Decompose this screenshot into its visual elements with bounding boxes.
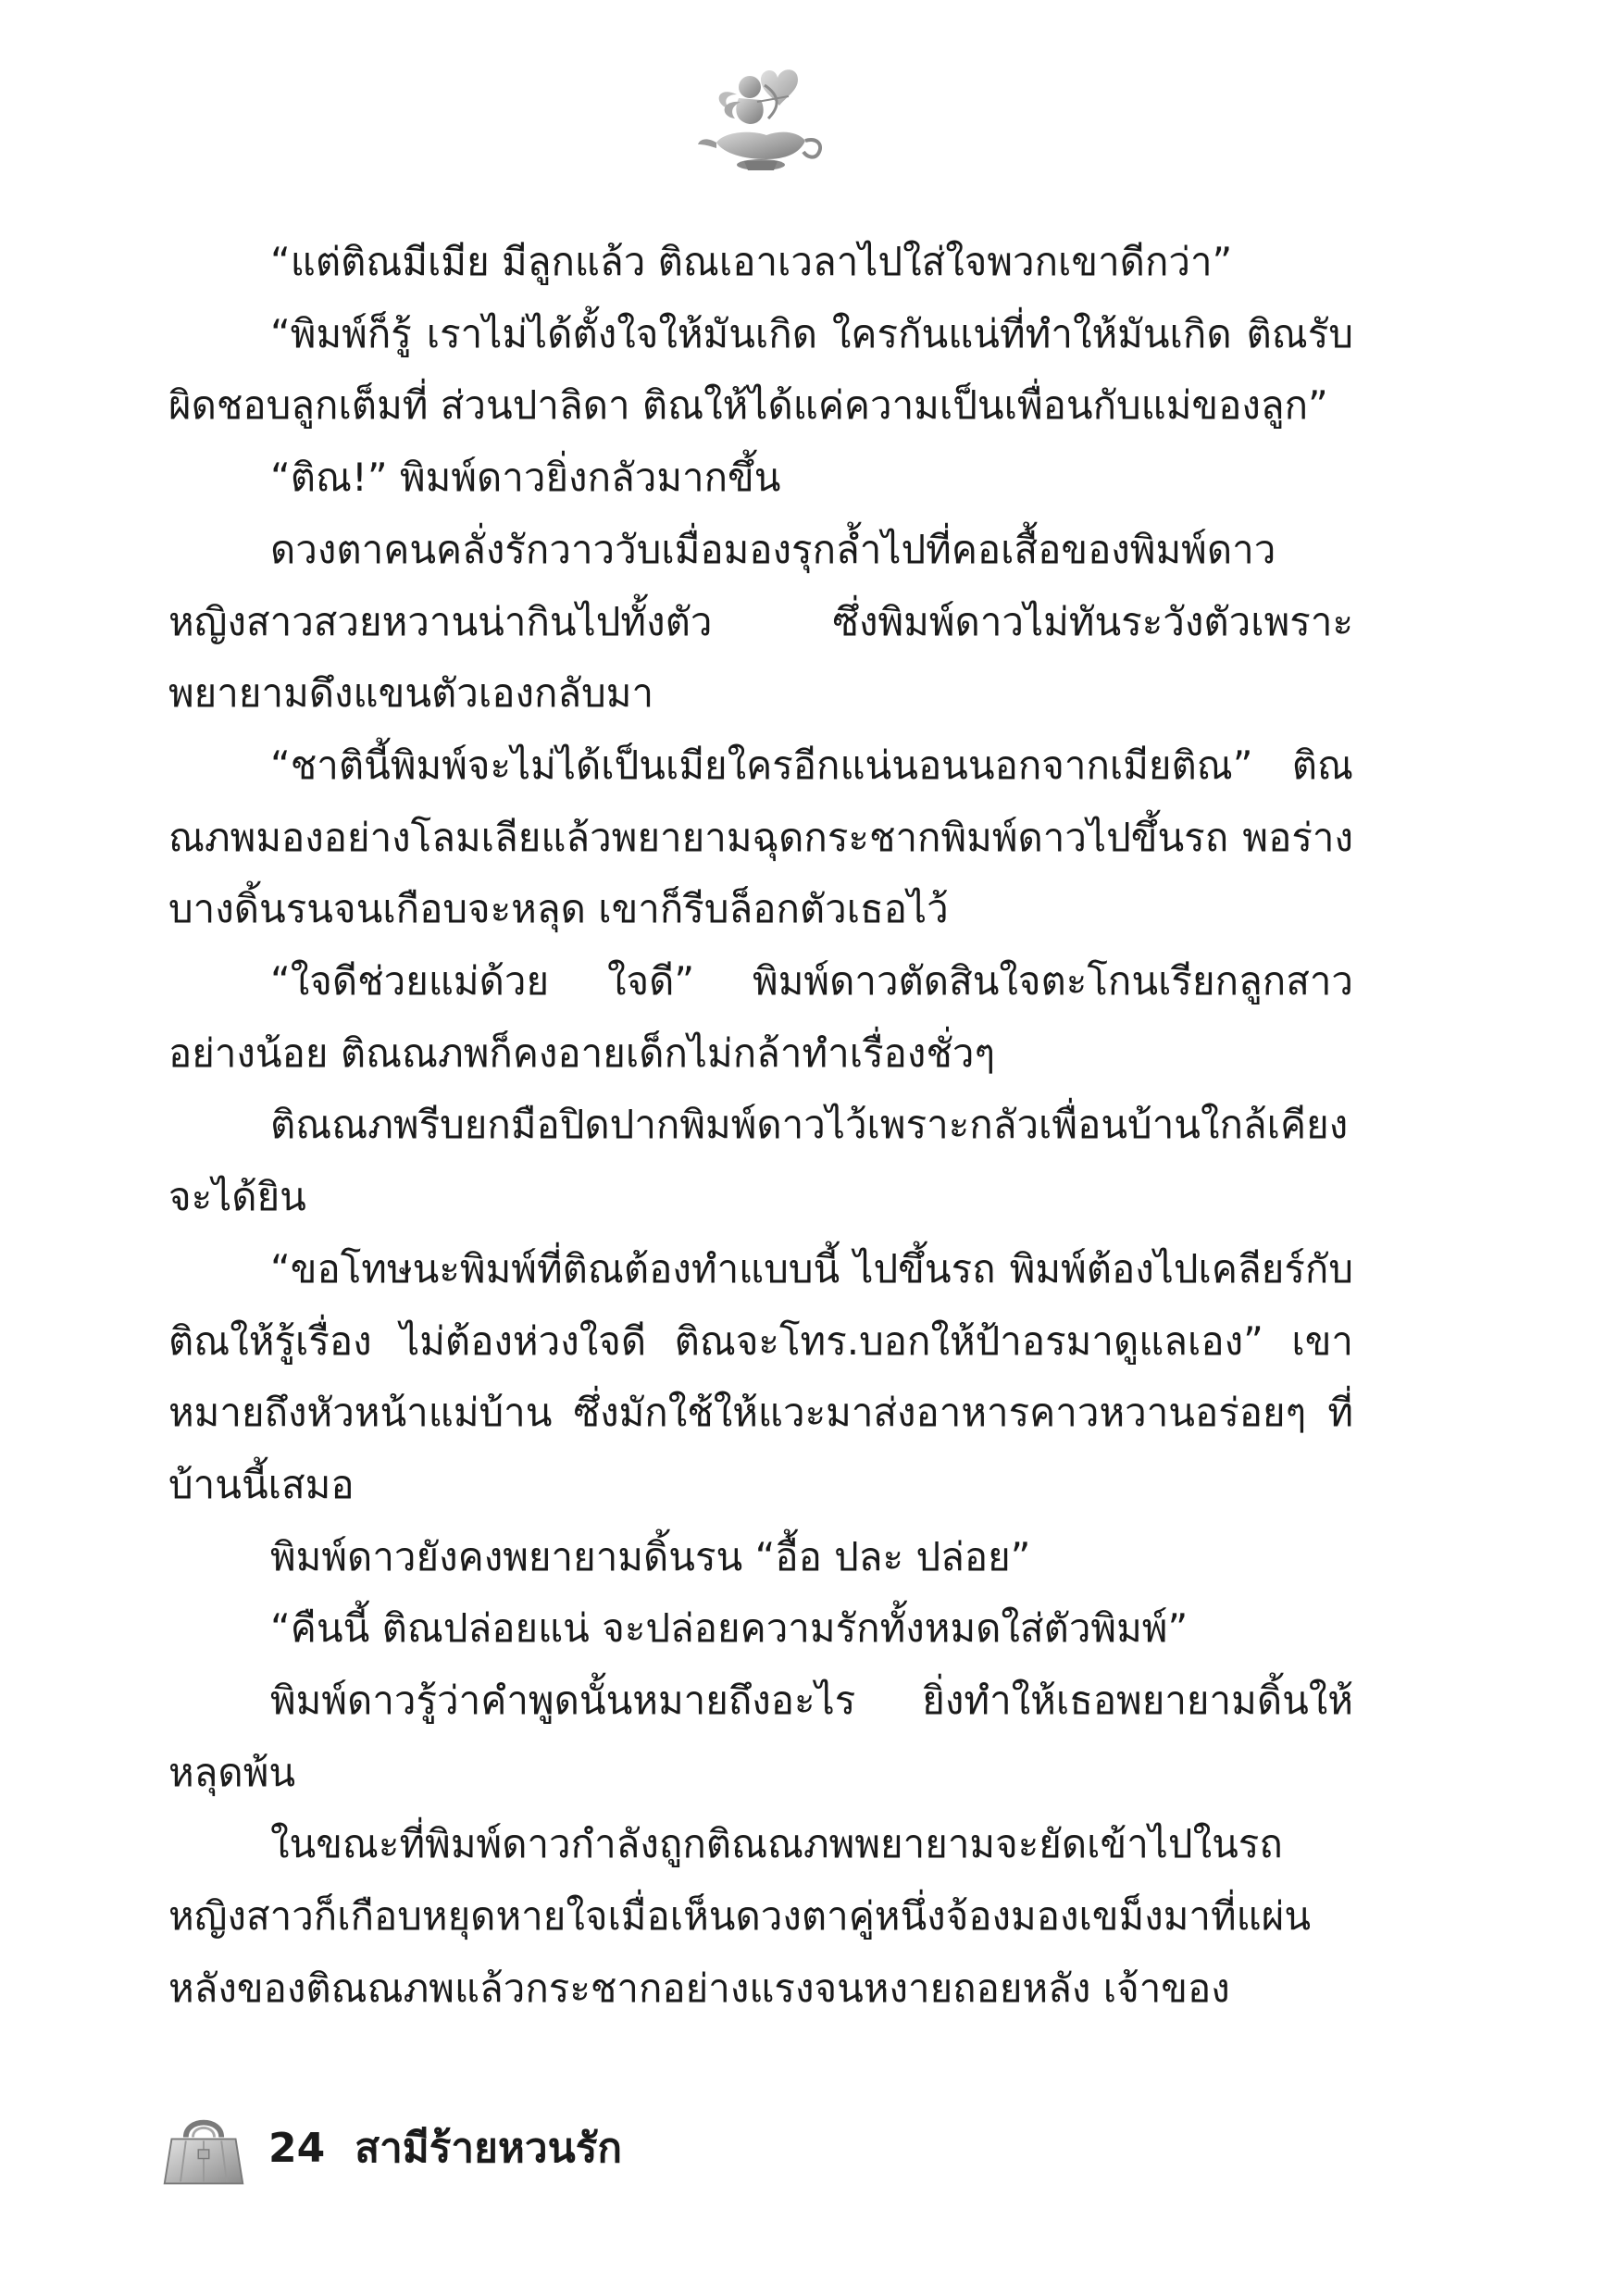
paragraph: ติณณภพรีบยกมือปิดปากพิมพ์ดาวไว้เพราะกลัวเพื่อนบ้านใกล้เคียงจะได้ยิน [168,1102,1349,1220]
paragraph: “ชาตินี้พิมพ์จะไม่ได้เป็นเมียใครอีกแน่นอนนอกจากเมียติณ” ติณณภพมองอย่างโลมเลียแล้วพยายามฉุดกระชากพิมพ์ดาวไปขึ้นรถ พอร่างบางดิ้นรนจนเกือบจะหลุด เขาก็รีบล็อกตัวเธอไว้ [168,742,1353,932]
paragraph: “พิมพ์ก็รู้ เราไม่ได้ตั้งใจให้มันเกิด ใครกันแน่ที่ทำให้มันเกิด ติณรับผิดชอบลูกเต็มที่ ส่วนปาลิดา ติณให้ได้แค่ความเป็นเพื่อนกับแม่ของลูก” [168,310,1353,429]
paragraph: พิมพ์ดาวยังคงพยายามดิ้นรน “อื้อ ปละ ปล่อย” [270,1533,1031,1579]
paragraph: “แต่ติณมีเมีย มีลูกแล้ว ติณเอาเวลาไปใส่ใจพวกเขาดีกว่า” [270,239,1233,284]
paragraph: “ติณ!” พิมพ์ดาวยิ่งกลัวมากขึ้น [270,455,781,501]
book-title: สามีร้ายหวนรัก [355,2125,622,2172]
body-text [168,226,1353,2025]
page-number: 24 [268,2124,326,2172]
cupid-teapot-icon [696,57,826,187]
paragraph: “ขอโทษนะพิมพ์ที่ติณต้องทำแบบนี้ ไปขึ้นรถ พิมพ์ต้องไปเคลียร์กับติณให้รู้เรื่อง ไม่ต้องห่วงใจดี ติณจะโทร.บอกให้ป้าอรมาดูแลเอง” เขาหมายถึงหัวหน้าแม่บ้าน ซึ่งมักใช้ให้แวะมาส่งอาหารคาวหวานอร่อยๆ ที่บ้านนี้เสมอ [168,1245,1353,1507]
handbag-icon [159,2103,248,2192]
page-footer [159,2102,622,2194]
paragraph: พิมพ์ดาวรู้ว่าคำพูดนั้นหมายถึงอะไร ยิ่งทำให้เธอพยายามดิ้นให้หลุดพ้น [168,1678,1353,1795]
paragraph: ในขณะที่พิมพ์ดาวกำลังถูกติณณภพพยายามจะยัดเข้าไปในรถ หญิงสาวก็เกือบหยุดหายใจเมื่อเห็นดวงตาคู่หนึ่งจ้องมองเขม็งมาที่แผ่นหลังของติณณภพแล้วกระชากอย่างแรงจนหงายถอยหลัง เจ้าของ [168,1821,1312,2011]
paragraph: “ใจดีช่วยแม่ด้วย ใจดี” พิมพ์ดาวตัดสินใจตะโกนเรียกลูกสาว อย่างน้อย ติณณภพก็คงอายเด็กไม่กล้าทำเรื่องชั่วๆ [168,958,1353,1076]
paragraph: “คืนนี้ ติณปล่อยแน่ จะปล่อยความรักทั้งหมดใส่ตัวพิมพ์” [270,1605,1189,1652]
paragraph: ดวงตาคนคลั่งรักวาววับเมื่อมองรุกล้ำไปที่คอเสื้อของพิมพ์ดาว หญิงสาวสวยหวานน่ากินไปทั้งตัว ซึ่งพิมพ์ดาวไม่ทันระวังตัวเพราะพยายามดึงแขนตัวเองกลับมา [168,526,1353,717]
